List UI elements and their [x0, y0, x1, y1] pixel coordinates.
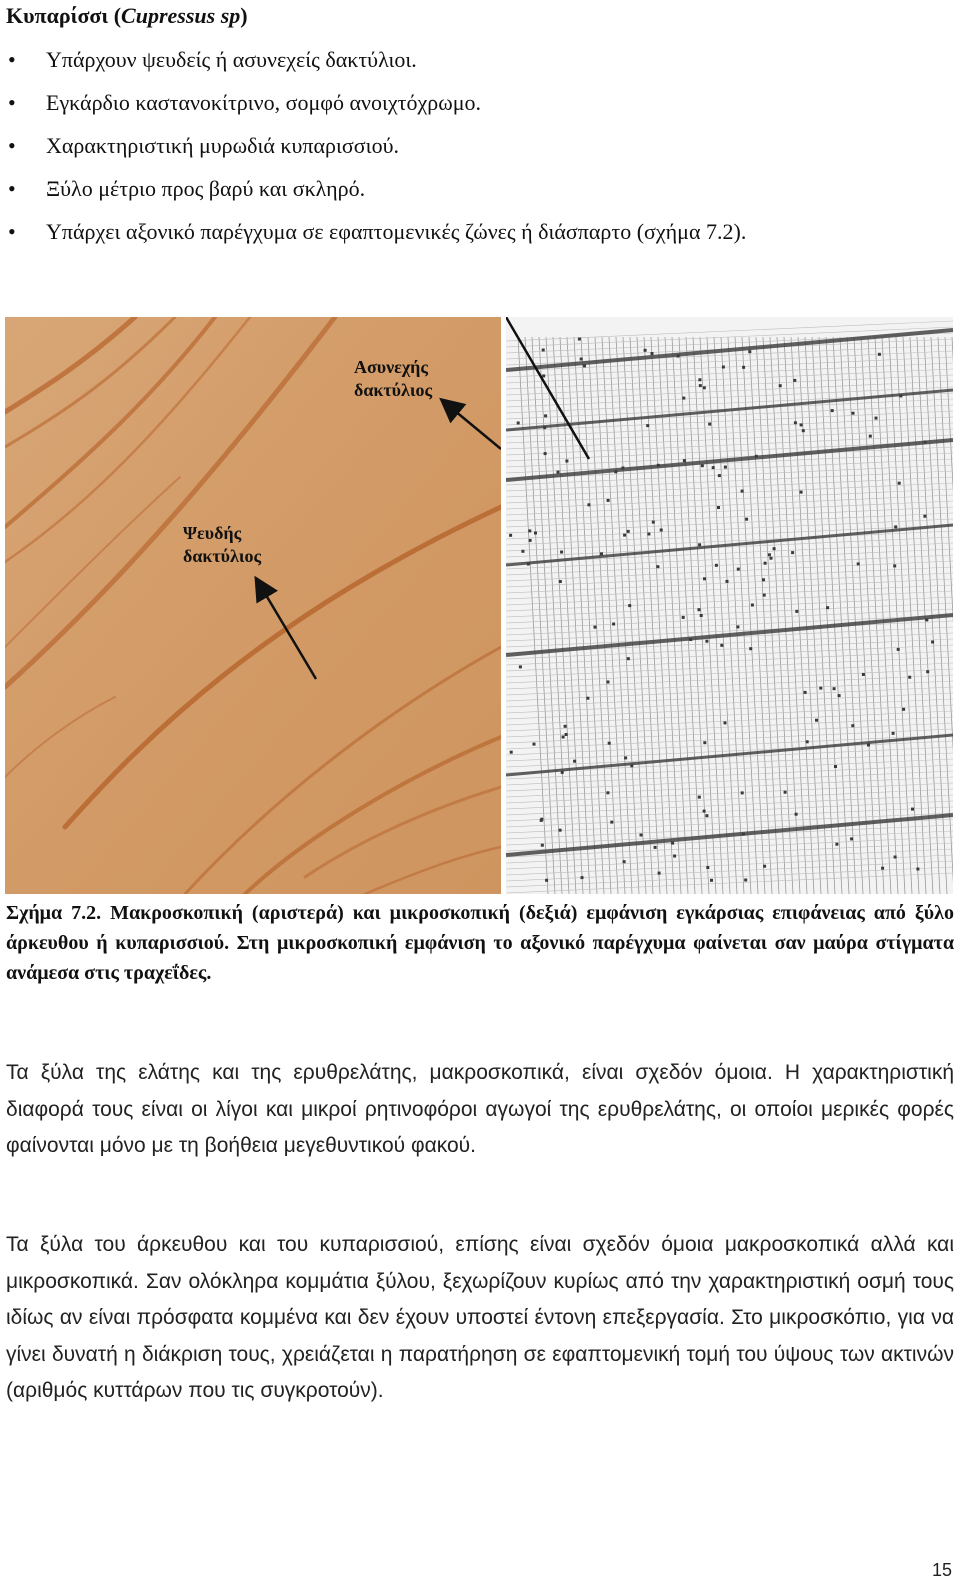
body-paragraph: Τα ξύλα του άρκευθου και του κυπαρισσιού, επίσης είναι σχεδόν όμοια μακροσκοπικά αλλά και μικροσκοπικά. Σαν ολόκληρα κομμάτια ξύλου, ξεχωρίζουν κυρίως από την χαρακτηριστική οσμή τους ιδίως αν είναι πρόσφατα κομμένα και δεν έχουν υποστεί έντονη επεξεργασία. Στο μικροσκόπιο, για να γίνει δυνατή η διάκριση τους, χρειάζεται η παρατήρηση σε εφαπτομενική τομή του ύψους των ακτινών (αριθμός κυττάρων που τις συγκροτούν).	[6, 1233, 954, 1402]
figure-caption: Σχήμα 7.2. Μακροσκοπική (αριστερά) και μικροσκοπική (δεξιά) εμφάνιση εγκάρσιας επιφάνειας από ξύλο άρκευθου ή κυπαρισσιού. Στη μικροσκοπική εμφάνιση το αξονικό παρέγχυμα φαίνεται σαν μαύρα στίγματα ανάμεσα στις τραχεΐδες.	[6, 902, 954, 984]
title-close: )	[240, 3, 248, 28]
page-number: 15	[931, 1560, 952, 1580]
bullet-icon: •	[8, 176, 16, 201]
bullet-icon: •	[8, 47, 16, 72]
discontinuous-ring-label: Ασυνεχής	[354, 357, 428, 377]
list-item-text: Υπάρχουν ψευδείς ή ασυνεχείς δακτύλιοι.	[46, 47, 417, 72]
wood-grain-illustration	[5, 317, 501, 894]
list-item-text: Ξύλο μέτριο προς βαρύ και σκληρό.	[46, 176, 366, 201]
macroscopic-wood-image	[5, 317, 501, 894]
false-ring-label-line2: δακτύλιος	[183, 546, 262, 566]
bullet-icon: •	[8, 90, 16, 115]
false-ring-label: Ψευδής	[183, 523, 242, 543]
list-item	[0, 38, 746, 81]
title-greek: Κυπαρίσσι (	[6, 3, 122, 28]
list-item-text: Χαρακτηριστική μυρωδιά κυπαρισσιού.	[46, 133, 399, 158]
discontinuous-ring-label-line2: δακτύλιος	[354, 380, 433, 400]
page-title	[6, 0, 248, 32]
feature-list	[0, 38, 746, 253]
microscopic-section-image	[506, 317, 953, 894]
list-item	[0, 167, 746, 210]
list-item	[0, 210, 746, 253]
microscopic-section-illustration	[506, 317, 953, 894]
list-item-text: Υπάρχει αξονικό παρέγχυμα σε εφαπτομενικές ζώνες ή διάσπαρτο (σχήμα 7.2).	[46, 219, 747, 244]
list-item	[0, 81, 746, 124]
bullet-icon: •	[8, 219, 16, 244]
list-item-text: Εγκάρδιο καστανοκίτρινο, σομφό ανοιχτόχρωμο.	[46, 90, 481, 115]
title-latin: Cupressus sp	[121, 3, 241, 28]
bullet-icon: •	[8, 133, 16, 158]
body-paragraph: Τα ξύλα της ελάτης και της ερυθρελάτης, μακροσκοπικά, είναι σχεδόν όμοια. Η χαρακτηριστική διαφορά τους είναι οι λίγοι και μικροί ρητινοφόροι αγωγοί της ερυθρελάτης, οι οποίοι μερικές φορές φαίνονται μόνο με τη βοήθεια μεγεθυντικού φακού.	[6, 1061, 954, 1157]
list-item	[0, 124, 746, 167]
